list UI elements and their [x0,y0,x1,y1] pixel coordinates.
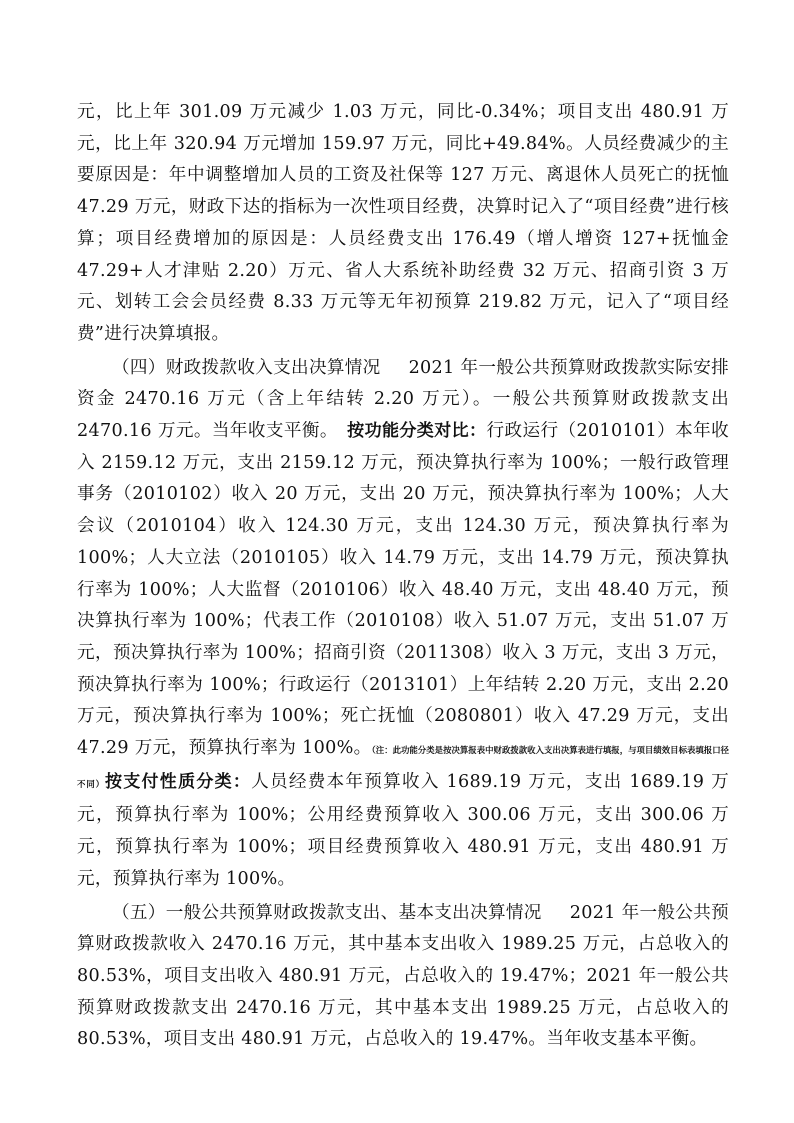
footnote-text: （注：此功能分类是按决算报表中财政拨款收入支出决算表进行填报，与项目绩效目标表填报口径不同） [77,745,729,789]
section-heading: （五）一般公共预算财政拨款支出、基本支出决算情况 [112,902,542,923]
section-heading: （四）财政拨款收入支出决算情况 [112,357,381,378]
section-basic-expenditure [77,898,729,1057]
paragraph-expenditure-comparison [77,97,729,351]
paragraph-text: 2021 年一般公共预算财政拨款实际安排资金 2470.16 万元（含上年结转 2.20 万元）。一般公共预算财政拨款支出 2470.16 万元。当年收支平衡。 [77,357,729,442]
document-page [77,97,729,1056]
paragraph-text: 2021 年一般公共预算财政拨款收入 2470.16 万元，其中基本支出收入 1989.25 万元，占总收入的 80.53%，项目支出收入 480.91 万元，占总收入的 19.47%；2021 年一般公共预算财政拨款支出 2470.16 万元，其中基本支出 1989.25 万元，占总收入的 80.53%，项目支出 480.91 万元，占总收入的 19.47%。当年收支基本平衡。 [77,902,729,1050]
functional-classification-label: 按功能分类对比： [347,421,487,442]
section-fiscal-appropriation [77,353,729,896]
paragraph-text: 元，比上年 301.09 万元减少 1.03 万元，同比-0.34%；项目支出 480.91 万元，比上年 320.94 万元增加 159.97 万元，同比+49.84%。人员经费减少的主要原因是：年中调整增加人员的工资及社保等 127 万元、离退休人员死亡的抚恤 47.29 万元，财政下达的指标为一次性项目经费，决算时记入了“项目经费”进行核算；项目经费增加的原因是：人员经费支出 176.49（增人增资 127+抚恤金 47.29+人才津贴 2.20）万元、省人大系统补助经费 32 万元、招商引资 3 万元、划转工会会员经费 8.33 万元等无年初预算 219.82 万元，记入了“项目经费”进行决算填报。 [77,102,729,344]
payment-nature-text: 人员经费本年预算收入 1689.19 万元，支出 1689.19 万元，预算执行率为 100%；公用经费预算收入 300.06 万元，支出 300.06 万元，预算执行率为 100%；项目经费预算收入 480.91 万元，支出 480.91 万元，预算执行率为 100%。 [77,771,729,889]
payment-nature-label: 按支付性质分类： [105,771,252,792]
functional-classification-text: 行政运行（2010101）本年收入 2159.12 万元，支出 2159.12 万元，预决算执行率为 100%；一般行政管理事务（2010102）收入 20 万元，支出 20 万元，预决算执行率为 100%；人大会议（2010104）收入 124.30 万元，支出 124.30 万元，预决算执行率为 100%；人大立法（2010105）收入 14.79 万元，支出 14.79 万元，预决算执行率为 100%；人大监督（2010106）收入 48.40 万元，支出 48.40 万元，预决算执行率为 100%；代表工作（2010108）收入 51.07 万元，支出 51.07 万元，预决算执行率为 100%；招商引资（2011308）收入 3 万元，支出 3 万元，预决算执行率为 100%；行政运行（2013101）上年结转 2.20 万元，支出 2.20 万元，预决算执行率为 100%；死亡抚恤（2080801）收入 47.29 万元，支出 47.29 万元，预算执行率为 100%。 [77,421,729,759]
